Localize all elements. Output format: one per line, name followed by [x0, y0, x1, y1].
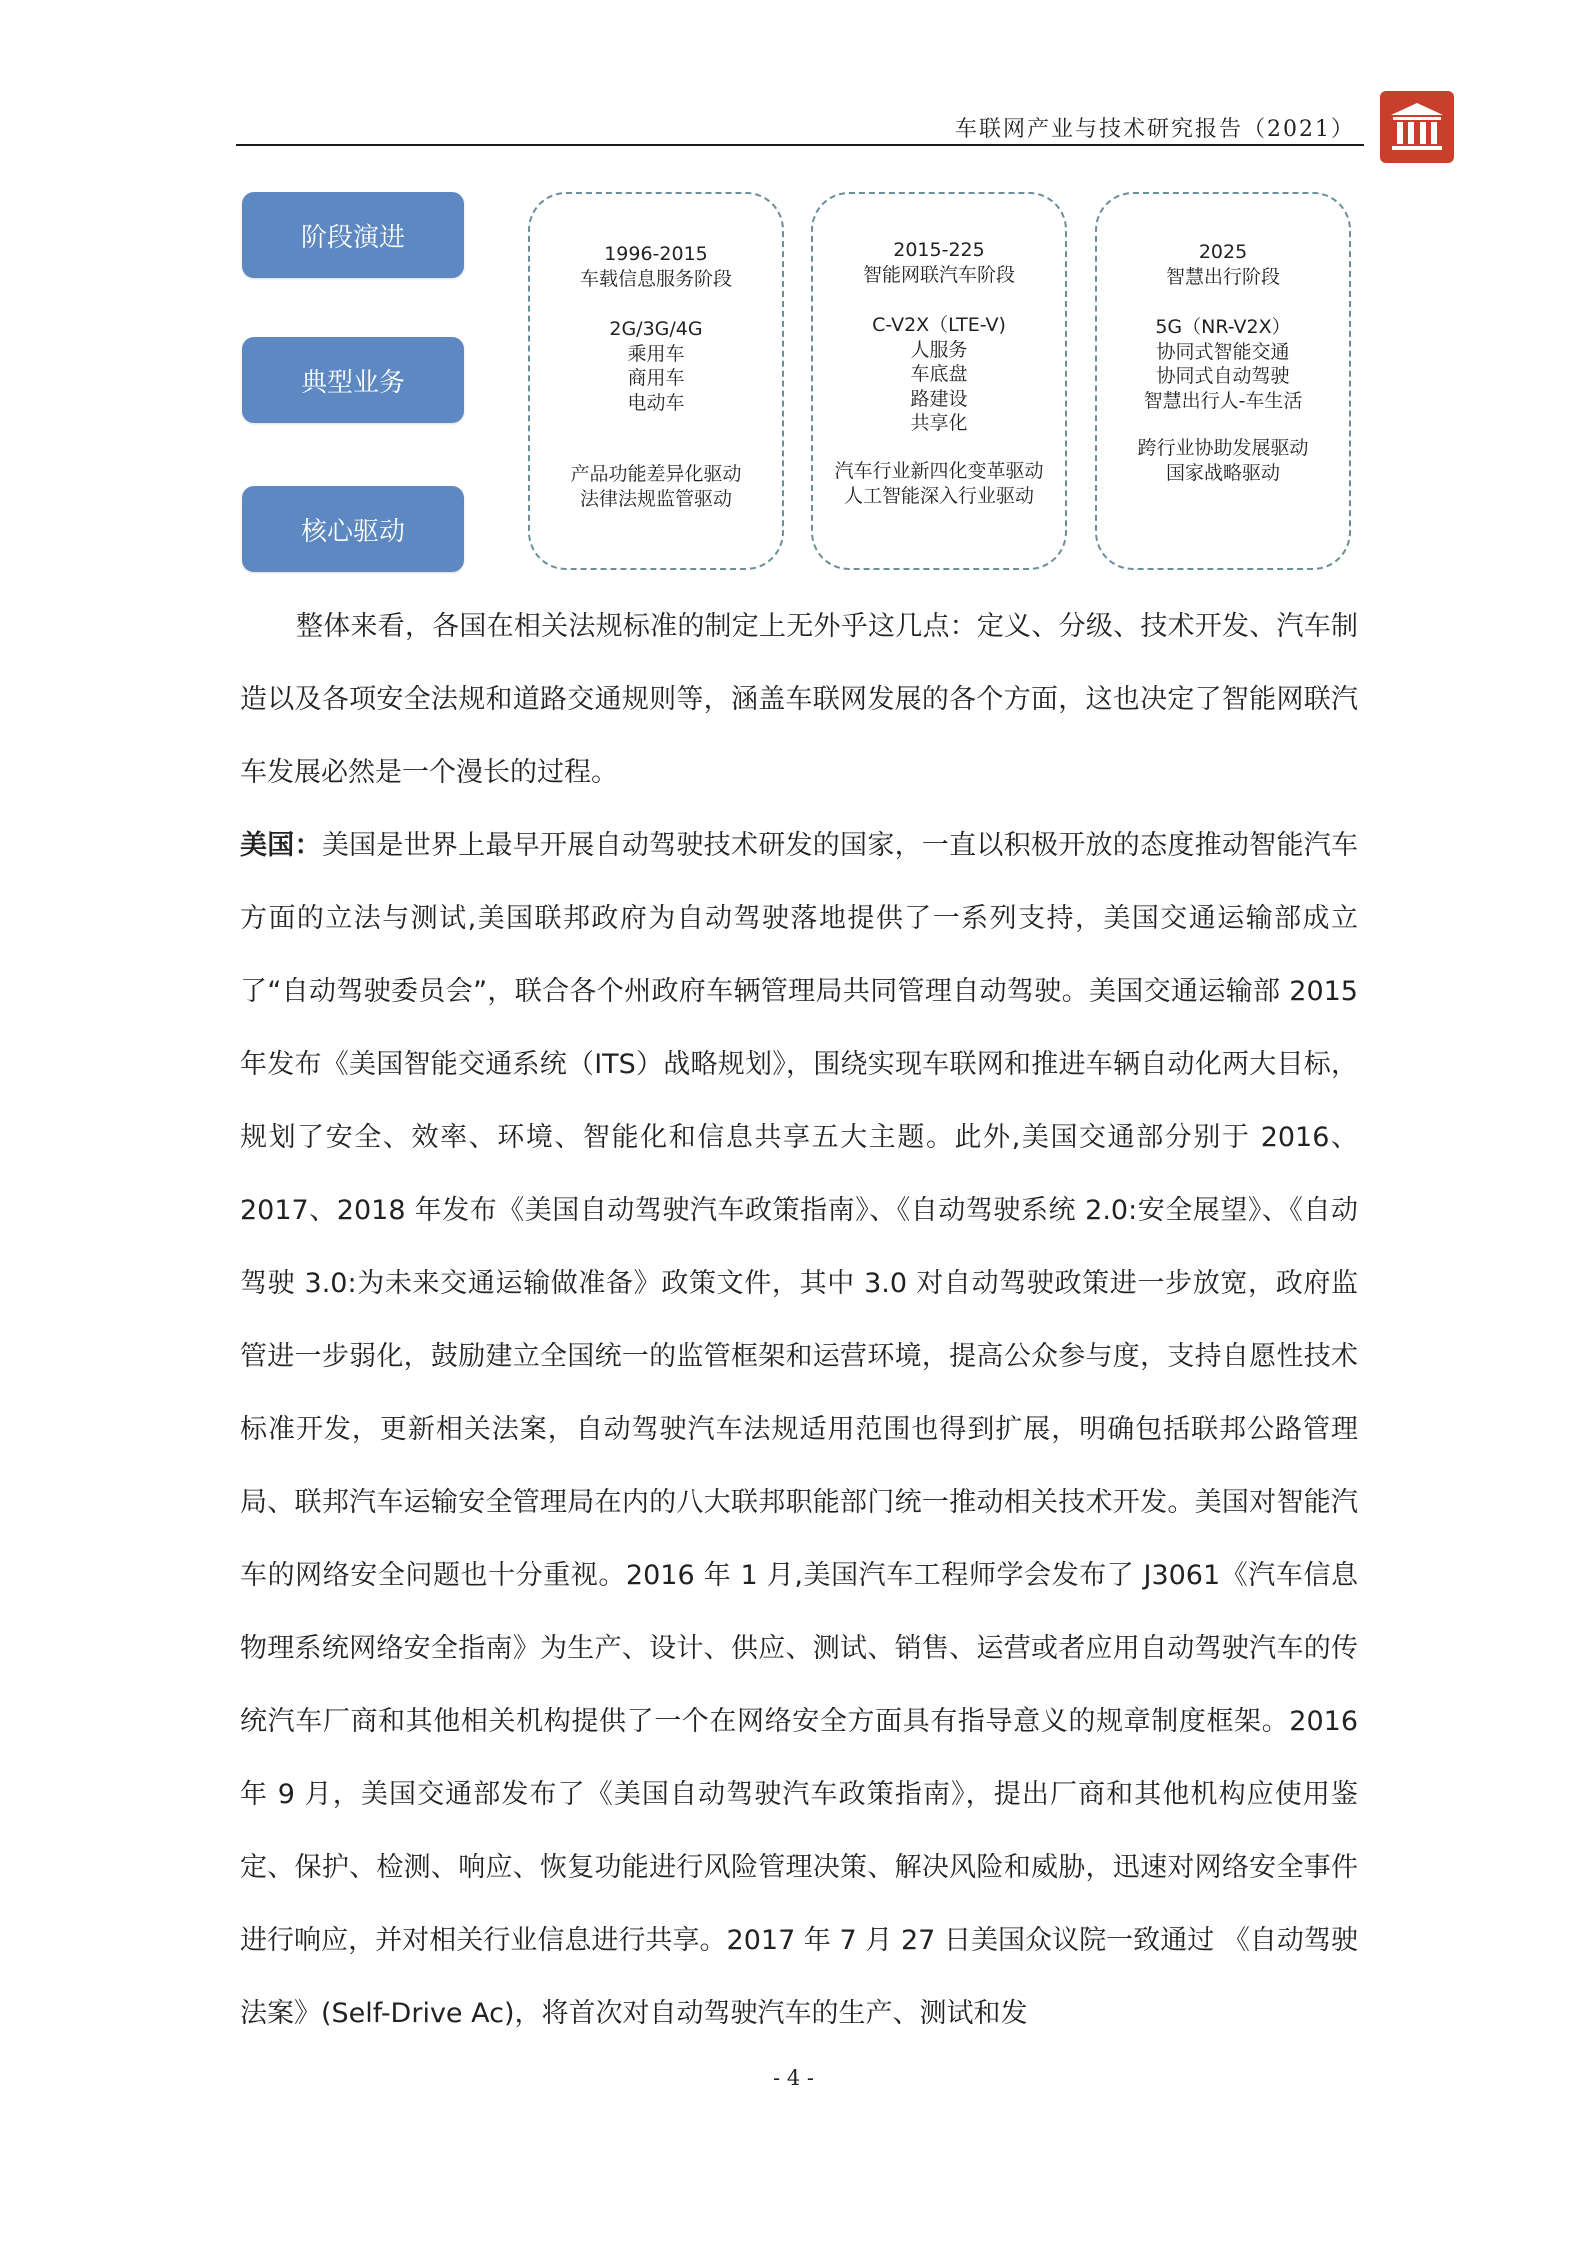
row-label-drivers: 核心驱动	[242, 486, 464, 572]
paragraph-lead: 美国：	[240, 830, 322, 861]
driver-item: 跨行业协助发展驱动	[1137, 437, 1309, 459]
paragraph-text: 整体来看，各国在相关法规标准的制定上无外乎这几点：定义、分级、技术开发、汽车制造以及各项安全法规和道路交通规则等，涵盖车联网发展的各个方面，这也决定了智能网联汽车发展必然是一个漫长的过程。	[240, 611, 1358, 788]
service-item: 协同式自动驾驶	[1156, 365, 1290, 387]
stage-name: 车载信息服务阶段	[579, 267, 732, 290]
service-item: 共享化	[910, 412, 968, 434]
service-item: 路建设	[910, 387, 968, 410]
building-column-icon	[1388, 100, 1446, 154]
service-item: 2G/3G/4G	[609, 318, 703, 340]
driver-item: 法律法规监管驱动	[579, 487, 732, 510]
header-rule	[236, 144, 1364, 146]
stage-box-2	[811, 192, 1067, 570]
stage-period: 2025	[1198, 241, 1248, 263]
paragraph	[240, 809, 1358, 2050]
service-item: 5G（NR-V2X）	[1155, 316, 1291, 338]
body-text	[240, 590, 1358, 2050]
driver-item: 国家战略驱动	[1165, 461, 1280, 484]
service-item: 车底盘	[910, 363, 968, 385]
stage-box-1	[528, 192, 784, 570]
row-label-services: 典型业务	[242, 337, 464, 423]
stage-period: 2015-225	[893, 239, 985, 261]
service-item: 商用车	[627, 367, 685, 389]
driver-item: 人工智能深入行业驱动	[843, 484, 1034, 507]
driver-item: 汽车行业新四化变革驱动	[834, 460, 1044, 482]
page-number: - 4 -	[773, 2066, 814, 2090]
service-item: 乘用车	[627, 342, 685, 365]
row-label-stage: 阶段演进	[242, 192, 464, 278]
paragraph-text: 美国是世界上最早开展自动驾驶技术研发的国家，一直以积极开放的态度推动智能汽车方面的立法与测试,美国联邦政府为自动驾驶落地提供了一系列支持，美国交通运输部成立了“自动驾驶委员会”，联合各个州政府车辆管理局共同管理自动驾驶。美国交通运输部 2015 年发布《美国智能交通系统（ITS）战略规划》，围绕实现车联网和推进车辆自动化两大目标，规划了安全、效率、环境、智能化和信息共享五大主题。此外,美国交通部分别于 2016、2017、2018 年发布《美国自动驾驶汽车政策指南》、《自动驾驶系统 2.0:安全展望》、《自动驾驶 3.0:为未来交通运输做准备》政策文件，其中 3.0 对自动驾驶政策进一步放宽，政府监管进一步弱化，鼓励建立全国统一的监管框架和运营环境，提高公众参与度，支持自愿性技术标准开发，更新相关法案，自动驾驶汽车法规适用范围也得到扩展，明确包括联邦公路管理局、联邦汽车运输安全管理局在内的八大联邦职能部门统一推动相关技术开发。美国对智能汽车的网络安全问题也十分重视。2016 年 1 月,美国汽车工程师学会发布了 J3061《汽车信息物理系统网络安全指南》为生产、设计、供应、测试、销售、运营或者应用自动驾驶汽车的传统汽车厂商和其他相关机构提供了一个在网络安全方面具有指导意义的规章制度框架。2016 年 9 月，美国交通部发布了《美国自动驾驶汽车政策指南》，提出厂商和其他机构应使用鉴定、保护、检测、响应、恢复功能进行风险管理决策、解决风险和威胁，迅速对网络安全事件进行响应，并对相关行业信息进行共享。2017 年 7 月 27 日美国众议院一致通过 《自动驾驶法案》(Self-Drive Ac)，将首次对自动驾驶汽车的生产、测试和发	[240, 830, 1359, 2029]
service-item: C-V2X（LTE-V)	[872, 314, 1006, 336]
stage-name: 智慧出行阶段	[1165, 265, 1280, 288]
service-item: 智慧出行人-车生活	[1143, 389, 1303, 412]
driver-item: 产品功能差异化驱动	[570, 463, 742, 485]
service-item: 人服务	[910, 338, 968, 361]
report-title: 车联网产业与技术研究报告（2021）	[955, 117, 1355, 142]
logo	[1380, 91, 1454, 163]
service-item: 协同式智能交通	[1156, 340, 1290, 363]
paragraph	[240, 590, 1358, 809]
stage-period: 1996-2015	[604, 243, 708, 265]
stage-name: 智能网联汽车阶段	[862, 263, 1015, 286]
stage-box-3	[1095, 192, 1351, 570]
service-item: 电动车	[627, 391, 685, 414]
